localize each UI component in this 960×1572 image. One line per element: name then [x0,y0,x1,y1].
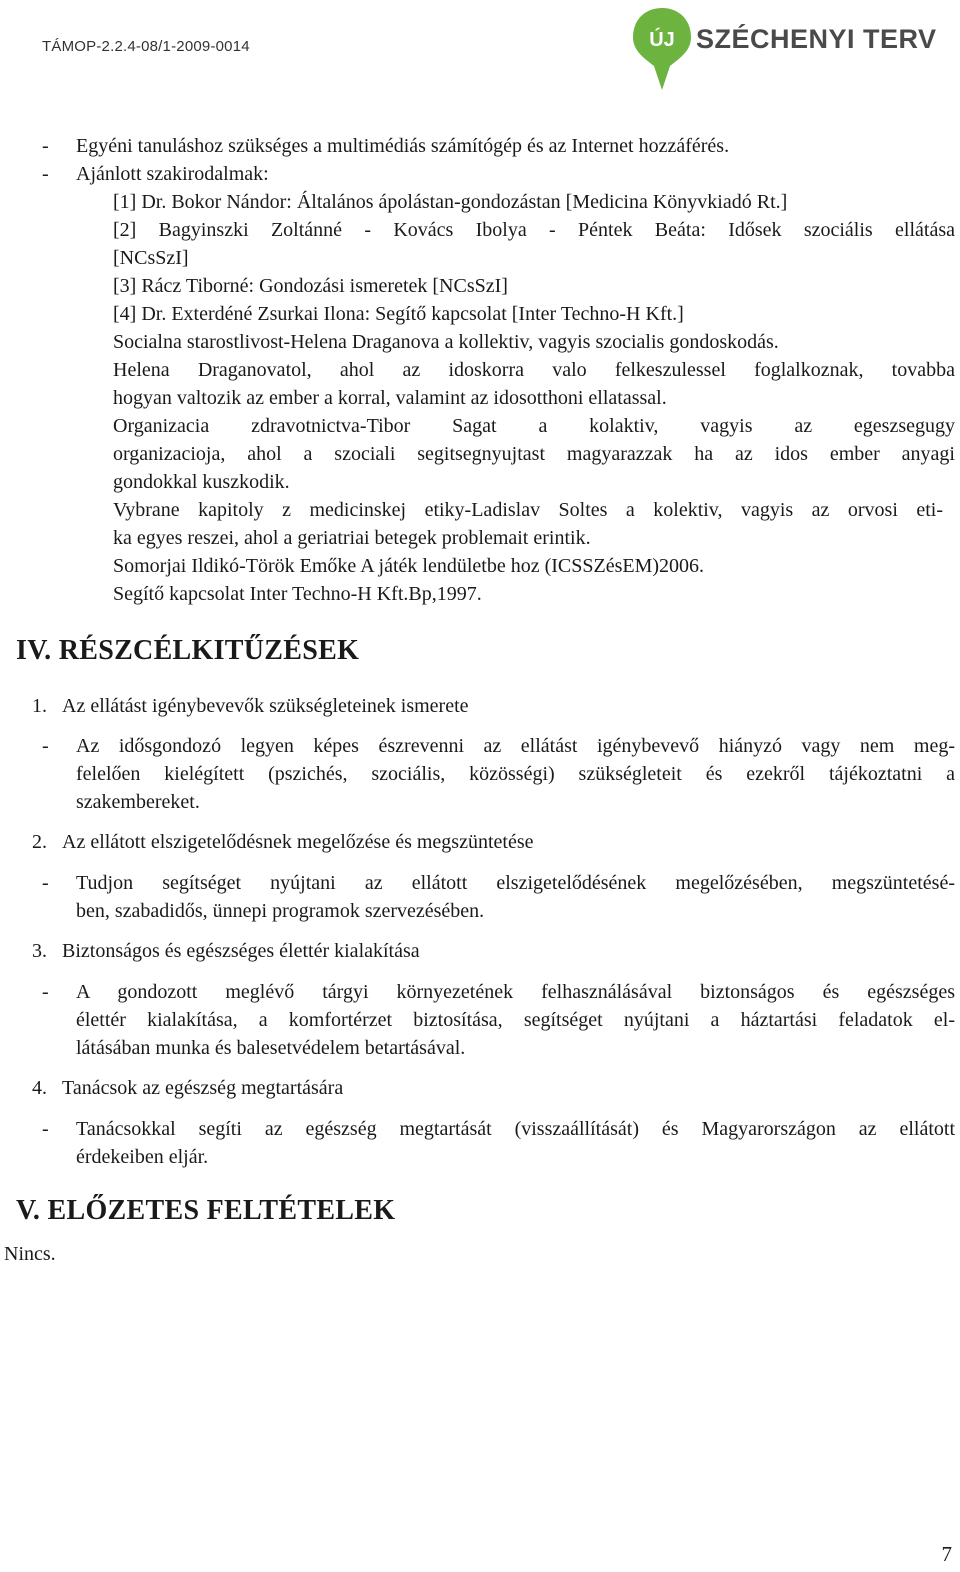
section-5-heading: V. ELŐZETES FELTÉTELEK [16,1195,396,1226]
dash-bullet: - [42,1118,49,1140]
reference-organizacia-line-1: Organizacia zdravotnictva-Tibor Sagat a kolaktiv, vagyis az egeszsegugy [113,415,955,437]
logo-badge-text: ÚJ [649,29,675,51]
reference-3: [3] Rácz Tiborné: Gondozási ismeretek [NCsSzI] [113,275,508,297]
logo-pin-icon [630,6,694,92]
reference-vybrane-line-1: Vybrane kapitoly z medicinskej etiky-Ladislav Soltes a kolektiv, vagyis az orvosi eti- [113,499,943,521]
reference-organizacia-line-3: gondokkal kuszkodik. [113,471,290,493]
intro-item-2: Ajánlott szakirodalmak: [76,163,269,185]
intro-item-1: Egyéni tanuláshoz szükséges a multimédiás számítógép és az Internet hozzáférés. [76,135,730,157]
reference-1: [1] Dr. Bokor Nándor: Általános ápolástan-gondozástan [Medicina Könyvkiadó Rt.] [113,191,788,213]
dash-bullet: - [42,163,49,185]
item-title: Az ellátott elszigetelődésnek megelőzése és megszüntetése [62,831,534,853]
reference-socialna: Socialna starostlivost-Helena Draganova a kollektiv, vagyis szocialis gondoskodás. [113,331,779,353]
reference-segito: Segítő kapcsolat Inter Techno-H Kft.Bp,1997. [113,583,482,605]
item-number: 2. [32,831,47,853]
item-desc-line: Tudjon segítséget nyújtani az ellátott elszigetelődésének megelőzésében, megszüntetésé- [76,872,955,894]
szechenyi-terv-logo [630,6,937,92]
dash-bullet: - [42,872,49,894]
dash-bullet: - [42,981,49,1003]
reference-organizacia-line-2: organizacioja, ahol a szociali segitsegnyujtast magyarazzak ha az idos ember anyagi [113,443,955,465]
item-desc-line: szakembereket. [76,791,200,813]
dash-bullet: - [42,135,49,157]
item-title: Az ellátást igénybevevők szükségleteinek ismerete [62,695,469,717]
section-5-body: Nincs. [4,1243,56,1265]
item-desc-line: Az idősgondozó legyen képes észrevenni az ellátást igénybevevő hiányzó vagy nem meg- [76,735,955,757]
item-desc-line: felelően kielégített (pszichés, szociális, közösségi) szükségleteit és ezekről tájékoztatni a [76,763,955,785]
reference-somorjai: Somorjai Ildikó-Török Emőke A játék lendületbe hoz (ICSSZésEM)2006. [113,555,705,577]
page-number: 7 [941,1542,952,1566]
item-number: 3. [32,940,47,962]
reference-draganova-line-1: Helena Draganovatol, ahol az idoskorra valo felkeszulessel foglalkoznak, tovabba [113,359,955,381]
reference-draganova-line-2: hogyan valtozik az ember a korral, valamint az idosotthoni ellatassal. [113,387,667,409]
item-desc-line: látásában munka és balesetvédelem betartásával. [76,1037,466,1059]
item-desc-line: Tanácsokkal segíti az egészség megtartását (visszaállítását) és Magyarországon az ellátott [76,1118,955,1140]
item-title: Tanácsok az egészség megtartására [62,1077,344,1099]
item-title: Biztonságos és egészséges élettér kialakítása [62,940,420,962]
item-desc-line: élettér kialakítása, a komfortérzet biztosítása, segítséget nyújtani a háztartási feladatok el- [76,1009,955,1031]
dash-bullet: - [42,735,49,757]
item-desc-line: ben, szabadidős, ünnepi programok szervezésében. [76,900,485,922]
section-4-heading: IV. RÉSZCÉLKITŰZÉSEK [16,635,360,666]
item-number: 1. [32,695,47,717]
project-code: TÁMOP-2.2.4-08/1-2009-0014 [42,38,250,55]
reference-vybrane-line-2: ka egyes reszei, ahol a geriatriai betegek problemait erintik. [113,527,591,549]
logo-text: SZÉCHENYI TERV [696,24,937,54]
item-desc-line: érdekeiben eljár. [76,1146,209,1168]
reference-4: [4] Dr. Exterdéné Zsurkai Ilona: Segítő kapcsolat [Inter Techno-H Kft.] [113,303,684,325]
reference-2-line-1: [2] Bagyinszki Zoltánné - Kovács Ibolya - Péntek Beáta: Idősek szociális ellátása [113,219,955,241]
item-desc-line: A gondozott meglévő tárgyi környezetének felhasználásával biztonságos és egészséges [76,981,955,1003]
reference-2-line-2: [NCsSzI] [113,247,189,269]
item-number: 4. [32,1077,47,1099]
